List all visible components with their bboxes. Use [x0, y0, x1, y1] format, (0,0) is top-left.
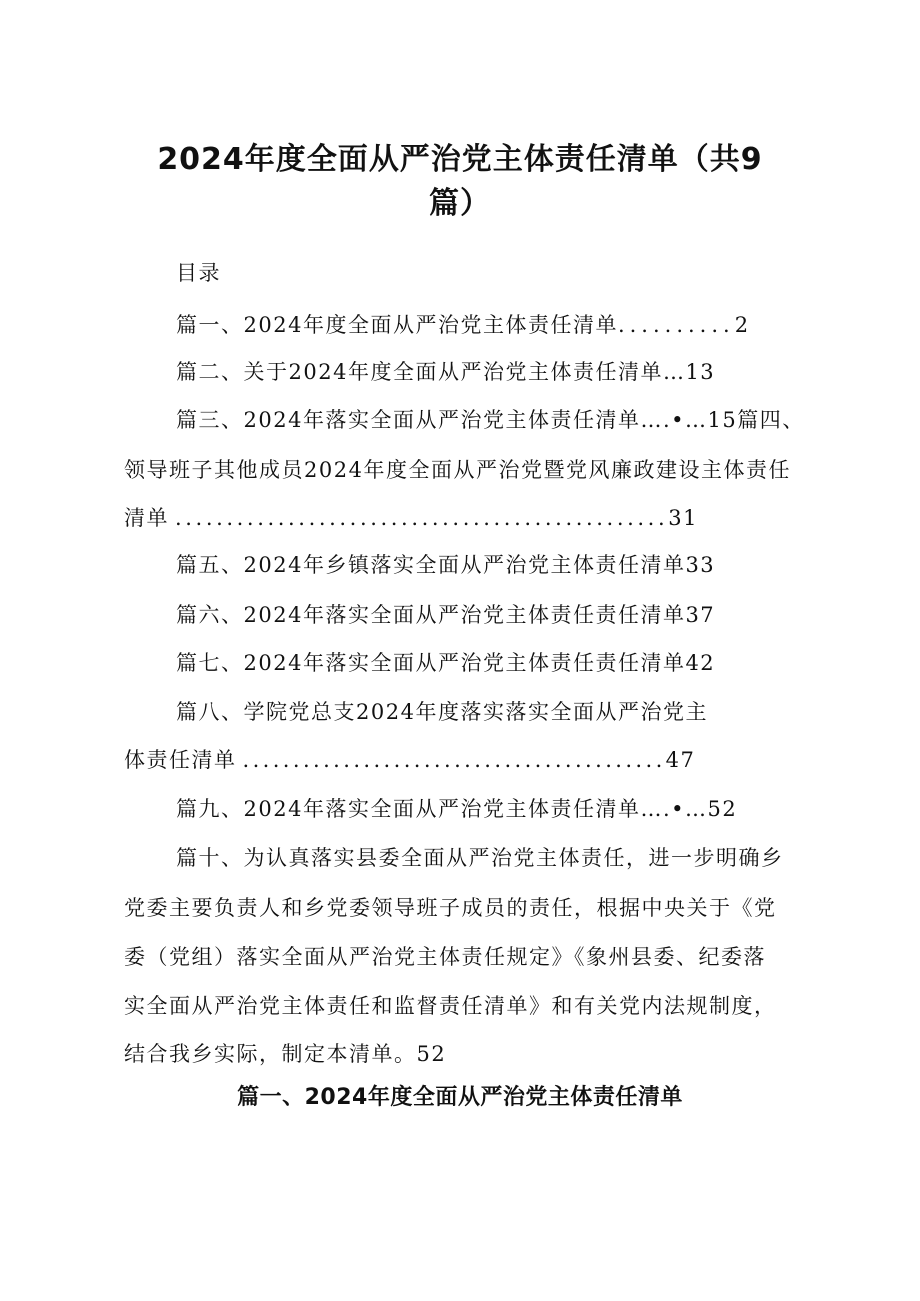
toc-entry-text: 结合我乡实际，制定本清单。52	[124, 1042, 447, 1066]
toc-entry-10-line-3	[124, 942, 766, 972]
title-line-1: 2024年度全面从严治党主体责任清单（共9	[157, 142, 763, 177]
toc-entry-7[interactable]	[176, 648, 715, 678]
toc-entry-1[interactable]	[176, 310, 750, 340]
toc-entry-10-line-5	[124, 1039, 446, 1069]
toc-entry-title: 篇七、2024年落实全面从严治党主体责任责任清单42	[176, 651, 716, 675]
section-heading: 篇一、2024年度全面从严治党主体责任清单	[237, 1085, 683, 1110]
title-line-2: 篇）	[429, 186, 491, 221]
toc-entry-9[interactable]	[176, 794, 737, 824]
toc-entry-3[interactable]	[176, 405, 805, 435]
toc-entry-title: 篇八、学院党总支2024年度落实落实全面从严治党主	[176, 700, 708, 724]
toc-entry-title: 体责任清单	[124, 748, 237, 772]
toc-entry-text: 党委主要负责人和乡党委领导班子成员的责任，根据中央关于《党	[124, 896, 777, 920]
toc-entry-title: 领导班子其他成员2024年度全面从严治党暨党风廉政建设主体责任	[124, 458, 791, 482]
toc-entry-title: 篇三、2024年落实全面从严治党主体责任清单….•…15篇四、	[176, 408, 805, 432]
toc-entry-4-line[interactable]	[124, 455, 791, 485]
toc-entry-2[interactable]	[176, 357, 715, 387]
toc-entry-4-end[interactable]	[124, 503, 698, 533]
toc-entry-title: 篇二、关于2024年度全面从严治党主体责任清单…13	[176, 360, 716, 384]
toc-entry-text: 篇十、为认真落实县委全面从严治党主体责任，进一步明确乡	[176, 846, 784, 870]
toc-entry-6[interactable]	[176, 600, 715, 630]
toc-entry-title: 篇九、2024年落实全面从严治党主体责任清单….•…52	[176, 797, 738, 821]
toc-entry-10-line-2	[124, 893, 777, 923]
toc-page-number: 2	[734, 313, 750, 337]
toc-leader-dots: ................................................	[175, 506, 669, 530]
toc-entry-title: 清单	[124, 506, 169, 530]
toc-entry-5[interactable]	[176, 550, 715, 580]
toc-leader-dots: ..........	[617, 313, 735, 337]
toc-entry-title: 篇五、2024年乡镇落实全面从严治党主体责任清单33	[176, 553, 716, 577]
toc-label: 目录	[176, 261, 221, 285]
toc-entry-8[interactable]	[176, 697, 708, 727]
toc-entry-title: 篇一、2024年度全面从严治党主体责任清单	[176, 313, 618, 337]
toc-page-number: 47	[665, 748, 696, 772]
toc-entry-8-end[interactable]	[124, 745, 695, 775]
toc-page-number: 31	[668, 506, 698, 530]
toc-entry-10-line-1[interactable]	[176, 843, 784, 873]
toc-leader-dots: ..........................................	[242, 748, 666, 772]
toc-entry-10-line-4	[124, 991, 777, 1021]
document-title	[0, 138, 920, 226]
toc-entry-text: 委（党组）落实全面从严治党主体责任规定》《象州县委、纪委落	[124, 945, 766, 969]
toc-entry-text: 实全面从严治党主体责任和监督责任清单》和有关党内法规制度，	[124, 994, 777, 1018]
toc-entry-title: 篇六、2024年落实全面从严治党主体责任责任清单37	[176, 603, 716, 627]
